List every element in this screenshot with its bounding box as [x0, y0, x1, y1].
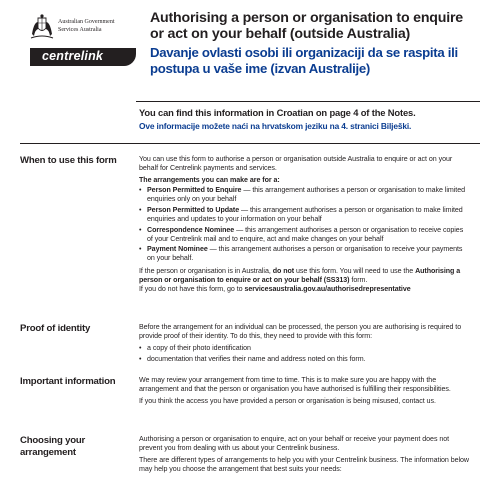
item-term: Person Permitted to Enquire	[147, 186, 242, 195]
item-text: a copy of their photo identification	[147, 344, 251, 353]
gov-line-1: Australian Government	[58, 19, 115, 25]
section-title-when: When to use this form	[20, 155, 117, 166]
section-title-choosing: Choosing your arrangement	[20, 435, 86, 458]
notes-en: You can find this information in Croatian on page 4 of the Notes.	[139, 107, 416, 118]
list-item	[139, 355, 470, 364]
item-text: documentation that verifies their name and address noted on this form.	[147, 354, 366, 363]
item-desc: — this arrangement authorises a person or organisation to make limited enquiries only on your behalf	[147, 186, 466, 204]
choosing-p1: Authorising a person or organisation to enquire, act on your behalf or receive your payment does not prevent you from dealing with us about your Centrelink business.	[139, 435, 450, 453]
divider-full	[20, 143, 480, 144]
proof-list	[139, 344, 470, 364]
title-block	[150, 10, 470, 76]
bullet-icon: •	[139, 245, 142, 254]
list-item	[139, 186, 470, 204]
page-title-hr: Davanje ovlasti osobi ili organizaciji da se raspita ili postupa u vaše ime (izvan Australije)	[150, 45, 458, 76]
note-text: use this form. You will need to use the	[294, 266, 416, 275]
important-p2: If you think the access you have provided a person or organisation is being misused, contact us.	[139, 397, 436, 406]
arrangements-lead: The arrangements you can make are for a:	[139, 176, 280, 185]
coat-of-arms-icon	[30, 14, 54, 40]
item-term: Correspondence Nominee	[147, 225, 235, 234]
item-desc: — this arrangement authorises a person or organisation to receive copies of your Centrelink mail and to enquire, act and make changes on your behalf	[147, 225, 464, 243]
item-term: Payment Nominee	[147, 245, 208, 254]
notes-block	[139, 107, 479, 132]
item-desc: — this arrangement authorises a person or organisation to receive your payments on your behalf.	[147, 245, 463, 263]
proof-intro: Before the arrangement for an individual can be processed, the person you are authorising is required to provide proof of their identity. To do this, they need to provide with this form:	[139, 323, 462, 341]
note-text: If you do not have this form, go to	[139, 284, 245, 293]
section-body-important	[139, 376, 470, 409]
divider-top	[136, 101, 480, 102]
choosing-p2: There are different types of arrangements to help you with your Centrelink business. The information below may help you choose the arrangement that best suits your needs:	[139, 456, 469, 474]
section-body-when	[139, 155, 470, 297]
section-title-proof: Proof of identity	[20, 323, 91, 334]
important-p1: We may review your arrangement from time to time. This is to make sure you are happy with the arrangement and that the person or organisation you have authorised is fulfilling their responsibilities.	[139, 376, 451, 394]
note-emphasis: do not	[272, 266, 295, 275]
list-item	[139, 344, 470, 353]
list-item	[139, 245, 470, 263]
item-desc: — this arrangement authorises a person or organisation to make limited enquiries and updates to your information on your behalf	[147, 205, 463, 224]
form-name-ss313: Authorising a person or organisation to enquire or act on your behalf (SS313)	[139, 266, 461, 284]
page-title-en: Authorising a person or organisation to enquire or act on your behalf (outside Australia)	[150, 10, 463, 42]
when-intro: You can use this form to authorise a person or organisation outside Australia to enquire or act on your behalf for Centrelink payments and services.	[139, 155, 453, 173]
note-text: If the person or organisation is in Australia,	[139, 266, 273, 275]
gov-line-2: Services Australia	[58, 27, 102, 33]
list-item	[139, 226, 470, 244]
section-body-choosing	[139, 435, 470, 477]
list-item	[139, 206, 470, 224]
section-title-important: Important information	[20, 376, 116, 387]
australia-note	[139, 267, 470, 294]
bullet-icon: •	[139, 354, 142, 363]
brand-text: centrelink	[42, 49, 104, 63]
page-header	[0, 0, 480, 95]
arrangement-list	[139, 186, 470, 263]
bullet-icon: •	[139, 344, 142, 353]
bullet-icon: •	[139, 225, 142, 234]
bullet-icon: •	[139, 205, 142, 214]
services-url-link[interactable]: servicesaustralia.gov.au/authorisedrepresentative	[244, 284, 411, 293]
notes-hr: Ove informacije možete naći na hrvatskom jeziku na 4. stranici Bilješki.	[139, 121, 412, 131]
bullet-icon: •	[139, 186, 142, 195]
brand-bar	[30, 48, 136, 66]
item-term: Person Permitted to Update	[147, 205, 240, 214]
note-text: form.	[349, 275, 368, 284]
section-body-proof	[139, 323, 470, 367]
